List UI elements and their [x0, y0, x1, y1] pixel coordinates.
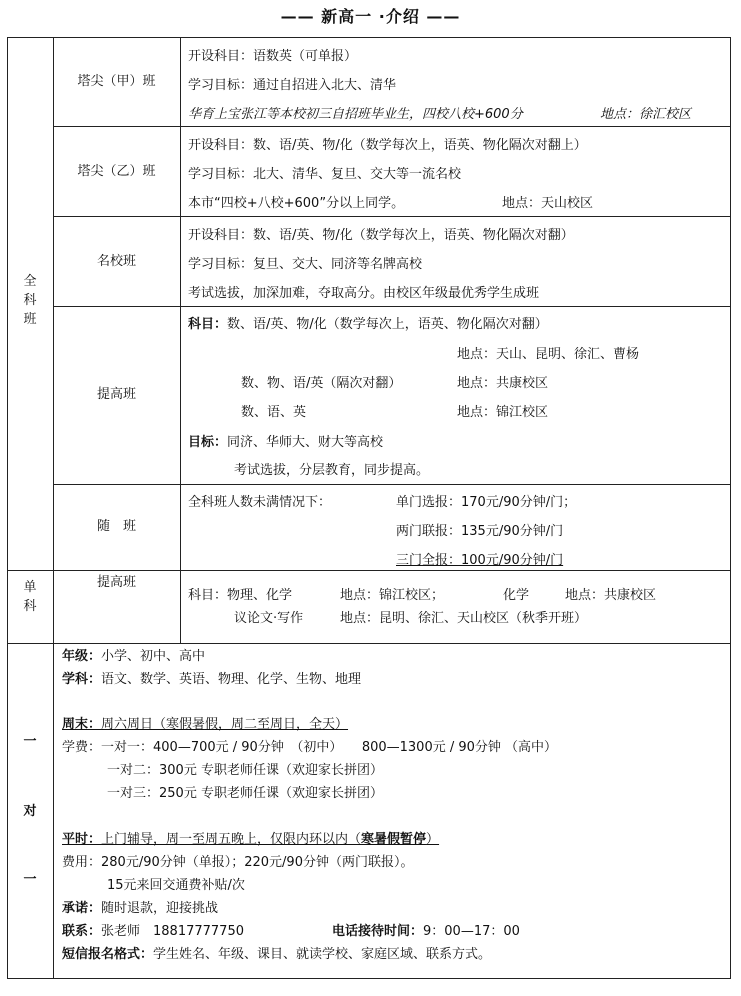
mingxiao-goal: 学习目标：复旦、交大、同济等名牌高校: [188, 257, 423, 272]
row-divider: [53, 306, 731, 307]
one-hours: 电话接待时间：9：00—17：00: [332, 924, 520, 939]
jia-requirement: 华育上宝张江等本校初三自招班毕业生，四校八校+600分: [188, 107, 523, 122]
one-contact: 联系：张老师 18817777750: [62, 924, 244, 939]
one-weekday: 平时：上门辅导，周一至周五晚上，仅限内环以内（寒暑假暂停）: [62, 832, 440, 847]
tigao-subjects: 科目：数、语/英、物/化（数学每次上，语英、物化隔次对翻）: [188, 317, 548, 332]
one-grade: 年级：小学、初中、高中: [62, 649, 206, 664]
tigao-location-2: 地点：共康校区: [457, 376, 549, 391]
single-location-1: 地点：锦江校区；: [340, 588, 445, 603]
tigao-note: 考试选拔，分层教育，同步提高。: [234, 463, 430, 478]
one-cost-1: 费用：280元/90分钟（单报）；220元/90分钟（两门联报）。: [62, 855, 414, 870]
yi-goal: 学习目标：北大、清华、复旦、交大等一流名校: [188, 167, 462, 182]
tigao-subjects-3: 数、语、英: [241, 405, 307, 420]
one-fee-2: 一对二：300元 专职老师任课（欢迎家长拼团）: [107, 763, 383, 778]
col-divider-2: [180, 37, 181, 643]
one-cost-2: 15元来回交通费补贴/次: [107, 878, 245, 893]
single-location-1b: 地点：共康校区: [565, 588, 657, 603]
page-title: —— 新高一 ·介绍 ——: [280, 7, 461, 26]
single-location-2: 地点：昆明、徐汇、天山校区（秋季开班）: [340, 611, 588, 626]
section-label-full: 全 科 班: [23, 274, 37, 327]
suiban-condition: 全科班人数未满情况下：: [188, 495, 332, 510]
jia-location: 地点：徐汇校区: [600, 107, 692, 122]
class-name-jia: 塔尖（甲）班: [77, 74, 156, 89]
one-subject: 学科：语文、数学、英语、物理、化学、生物、地理: [62, 672, 362, 687]
yi-requirement: 本市“四校+八校+600”分以上同学。: [188, 196, 405, 211]
row-divider: [53, 126, 731, 127]
single-subject-1b: 化学: [503, 588, 530, 603]
row-divider: [7, 570, 731, 571]
class-name-tigao: 提高班: [96, 387, 136, 402]
tigao-location-3: 地点：锦江校区: [457, 405, 549, 420]
suiban-price-1: 单门选报：170元/90分钟/门；: [396, 495, 577, 510]
row-divider: [7, 643, 731, 644]
tigao-goal: 目标：同济、华师大、财大等高校: [188, 435, 384, 450]
suiban-price-3: 三门全报：100元/90分钟/门: [396, 553, 564, 568]
section-label-single: 单 科: [23, 580, 37, 614]
class-name-mingxiao: 名校班: [96, 254, 136, 269]
tigao-subjects-2: 数、物、语/英（隔次对翻）: [241, 376, 402, 391]
class-name-yi: 塔尖（乙）班: [77, 164, 156, 179]
row-divider: [53, 216, 731, 217]
one-weekend: 周末：周六周日（寒假暑假，周二至周日，全天）: [62, 717, 349, 732]
jia-goal: 学习目标：通过自招进入北大、清华: [188, 78, 397, 93]
one-fee-3: 一对三：250元 专职老师任课（欢迎家长拼团）: [107, 786, 383, 801]
one-sms: 短信报名格式：学生姓名、年级、课目、就读学校、家庭区域、联系方式。: [62, 947, 492, 962]
class-name-suiban: 随 班: [96, 519, 136, 534]
yi-subjects: 开设科目：数、语/英、物/化（数学每次上，语英、物化隔次对翻上）: [188, 138, 587, 153]
mingxiao-note: 考试选拔，加深加难，夺取高分。由校区年级最优秀学生成班: [188, 286, 540, 301]
single-subject-2: 议论文·写作: [234, 611, 304, 626]
row-divider: [53, 484, 731, 485]
mingxiao-subjects: 开设科目：数、语/英、物/化（数学每次上，语英、物化隔次对翻）: [188, 228, 574, 243]
tigao-location-1: 地点：天山、昆明、徐汇、曹杨: [457, 347, 640, 362]
suiban-price-2: 两门联报：135元/90分钟/门: [396, 524, 564, 539]
class-name-single-tigao: 提高班: [96, 575, 136, 590]
single-subject-1: 科目：物理、化学: [188, 588, 293, 603]
jia-subjects: 开设科目：语数英（可单报）: [188, 49, 358, 64]
yi-location: 地点：天山校区: [502, 196, 594, 211]
one-fee-1: 学费：一对一：400—700元 / 90分钟 （初中） 800—1300元 / 90分钟 （高中）: [62, 740, 558, 755]
one-promise: 承诺：随时退款，迎接挑战: [62, 901, 219, 916]
